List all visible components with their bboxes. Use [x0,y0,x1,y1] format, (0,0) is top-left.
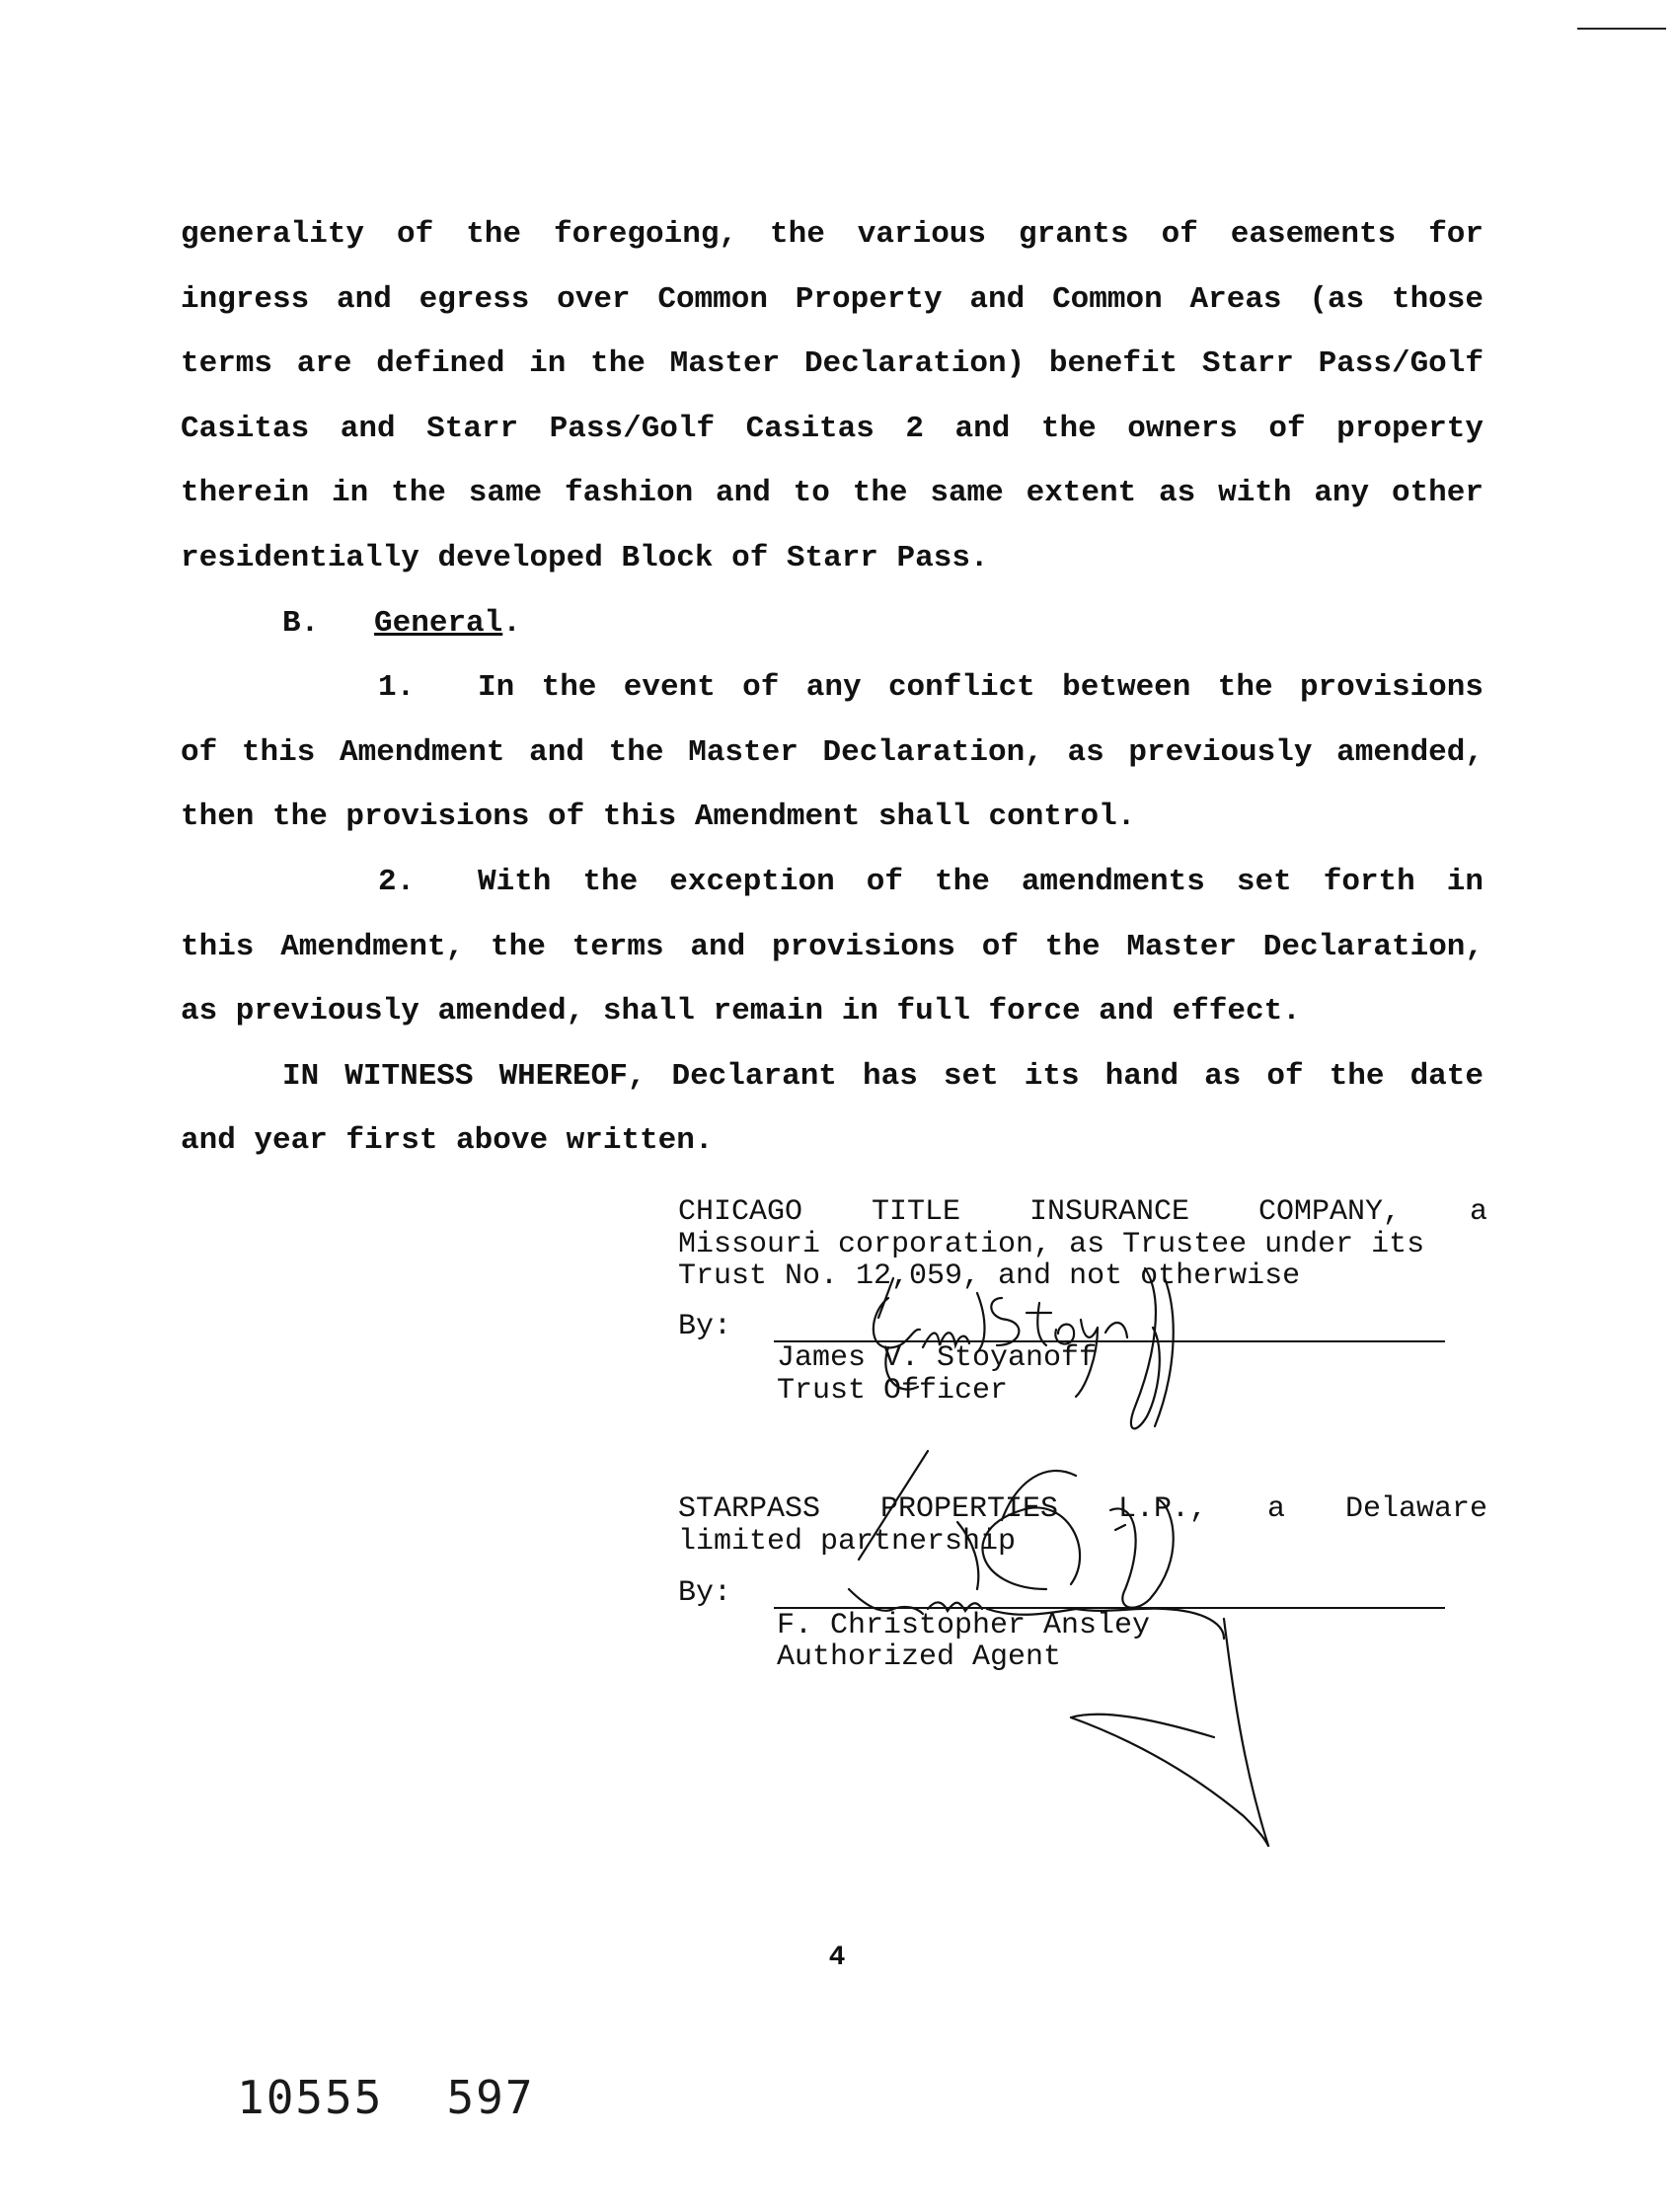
signatory-line: Trust No. 12,059, and not otherwise [678,1259,1301,1293]
recording-stamp [237,2071,535,2124]
item-1-line: of this Amendment and the Master Declaration, as previously amended, [181,734,1484,770]
section-b-heading [181,591,1484,656]
item-1-first-line [181,655,1484,721]
section-title-punct: . [502,605,521,641]
by-label: By: [678,1309,732,1343]
section-letter: B. [282,605,320,641]
stamp-page-number: 597 [446,2071,535,2124]
section-title: General [374,605,503,641]
paragraph-line: generality of the foregoing, the various grants of easements for [181,217,1484,252]
page-number: 4 [828,1943,846,1973]
paragraph-line: terms are defined in the Master Declaration) benefit Starr Pass/Golf [181,346,1484,382]
witness-line: IN WITNESS WHEREOF, Declarant has set its hand as of the date [282,1058,1484,1094]
signer-name: F. Christopher Ansley [777,1608,1151,1642]
witness-line: and year first above written. [181,1123,714,1159]
item-1-line: then the provisions of this Amendment shall control. [181,800,1136,835]
signature-line [774,1340,1445,1342]
stamp-book-number: 10555 [237,2071,384,2124]
signer-name: James V. Stoyanoff [777,1341,1098,1375]
paragraph-line: ingress and egress over Common Property and Common Areas (as those [181,281,1484,317]
item-2-first-line [181,850,1484,915]
item-number: 1. [378,670,416,706]
signatory-line: limited partnership [678,1524,1017,1559]
signatory-starpass [678,1493,1487,1674]
signatory-line: STARPASS PROPERTIES L.P., a Delaware [678,1492,1487,1526]
by-row [678,1577,1487,1610]
signatory-chicago-title [678,1196,1487,1407]
paragraph-line: Casitas and Starr Pass/Golf Casitas 2 and the owners of property [181,411,1484,446]
signature-line [774,1607,1445,1609]
paragraph-line: residentially developed Block of Starr Pass. [181,540,989,575]
item-text: With the exception of the amendments set forth in [478,864,1484,899]
item-2-line: this Amendment, the terms and provisions of the Master Declaration, [181,929,1484,964]
item-text: In the event of any conflict between the provisions [478,670,1484,706]
paragraph-a-tail [181,202,1484,1174]
signer-title: Authorized Agent [777,1640,1062,1674]
corner-mark [1577,28,1666,30]
signatory-line: Missouri corporation, as Trustee under its [678,1227,1425,1261]
paragraph-line: therein in the same fashion and to the same extent as with any other [181,476,1484,511]
signer-title: Trust Officer [777,1373,1009,1408]
signatory-line: CHICAGO TITLE INSURANCE COMPANY, a [678,1195,1487,1229]
by-label: By: [678,1576,732,1610]
item-number: 2. [378,864,416,899]
item-2-line: as previously amended, shall remain in full force and effect. [181,994,1301,1030]
by-row [678,1311,1487,1343]
